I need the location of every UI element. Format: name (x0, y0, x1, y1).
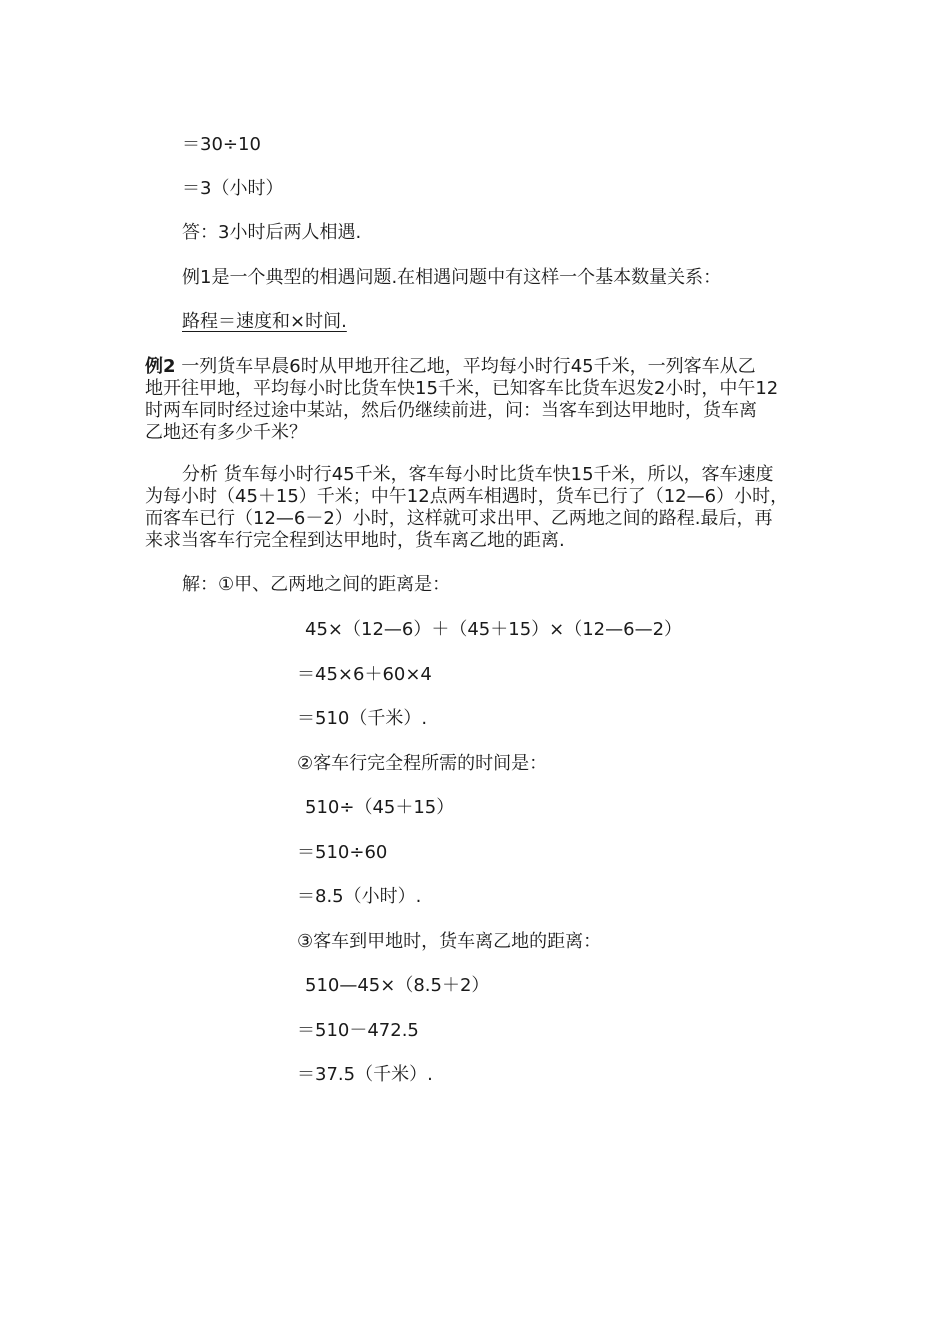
example-problem-line (145, 357, 756, 377)
problem-text: 一列货车早晨6时从甲地开往乙地，平均每小时行45千米，一列客车从乙 (175, 356, 756, 377)
remark-paragraph: 例1是一个典型的相遇问题.在相遇问题中有这样一个基本数量关系： (182, 267, 722, 288)
analysis-line: 而客车已行（12—6－2）小时，这样就可求出甲、乙两地之间的路程.最后，再 (145, 508, 773, 529)
solution-step-line: ＝510－472.5 (297, 1020, 419, 1041)
solution-step-title: ③客车到甲地时，货车离乙地的距离： (297, 931, 602, 952)
equation-line: ＝3（小时） (182, 178, 284, 199)
example-problem-line: 乙地还有多少千米？ (145, 422, 307, 443)
answer-line: 答：3小时后两人相遇. (182, 222, 362, 243)
solution-step-line: ＝37.5（千米）. (297, 1064, 433, 1085)
solution-step-line: 45×（12—6）＋（45＋15）×（12—6—2） (305, 619, 683, 640)
solution-step-line: ＝8.5（小时）. (297, 886, 422, 907)
solution-step-title: ②客车行完全程所需的时间是： (297, 753, 548, 774)
solution-step-line: ＝510÷60 (297, 842, 388, 863)
example-problem-line: 地开往甲地，平均每小时比货车快15千米，已知客车比货车迟发2小时，中午12 (145, 378, 779, 399)
solution-step-line: 510—45×（8.5＋2） (305, 975, 490, 996)
key-formula: 路程＝速度和×时间. (182, 311, 347, 332)
equation-line: ＝30÷10 (182, 134, 261, 155)
example-label: 例2 (145, 356, 176, 377)
solution-intro: 解：①甲、乙两地之间的距离是： (182, 574, 451, 595)
analysis-line: 来求当客车行完全程到达甲地时，货车离乙地的距离. (145, 530, 565, 551)
analysis-line: 分析 货车每小时行45千米，客车每小时比货车快15千米，所以，客车速度 (182, 464, 774, 485)
solution-step-line: ＝45×6＋60×4 (297, 664, 432, 685)
solution-step-line: 510÷（45＋15） (305, 797, 455, 818)
analysis-line: 为每小时（45＋15）千米；中午12点两车相遇时，货车已行了（12—6）小时， (145, 486, 789, 507)
solution-step-line: ＝510（千米）. (297, 708, 428, 729)
example-problem-line: 时两车同时经过途中某站，然后仍继续前进，问：当客车到达甲地时，货车离 (145, 400, 757, 421)
